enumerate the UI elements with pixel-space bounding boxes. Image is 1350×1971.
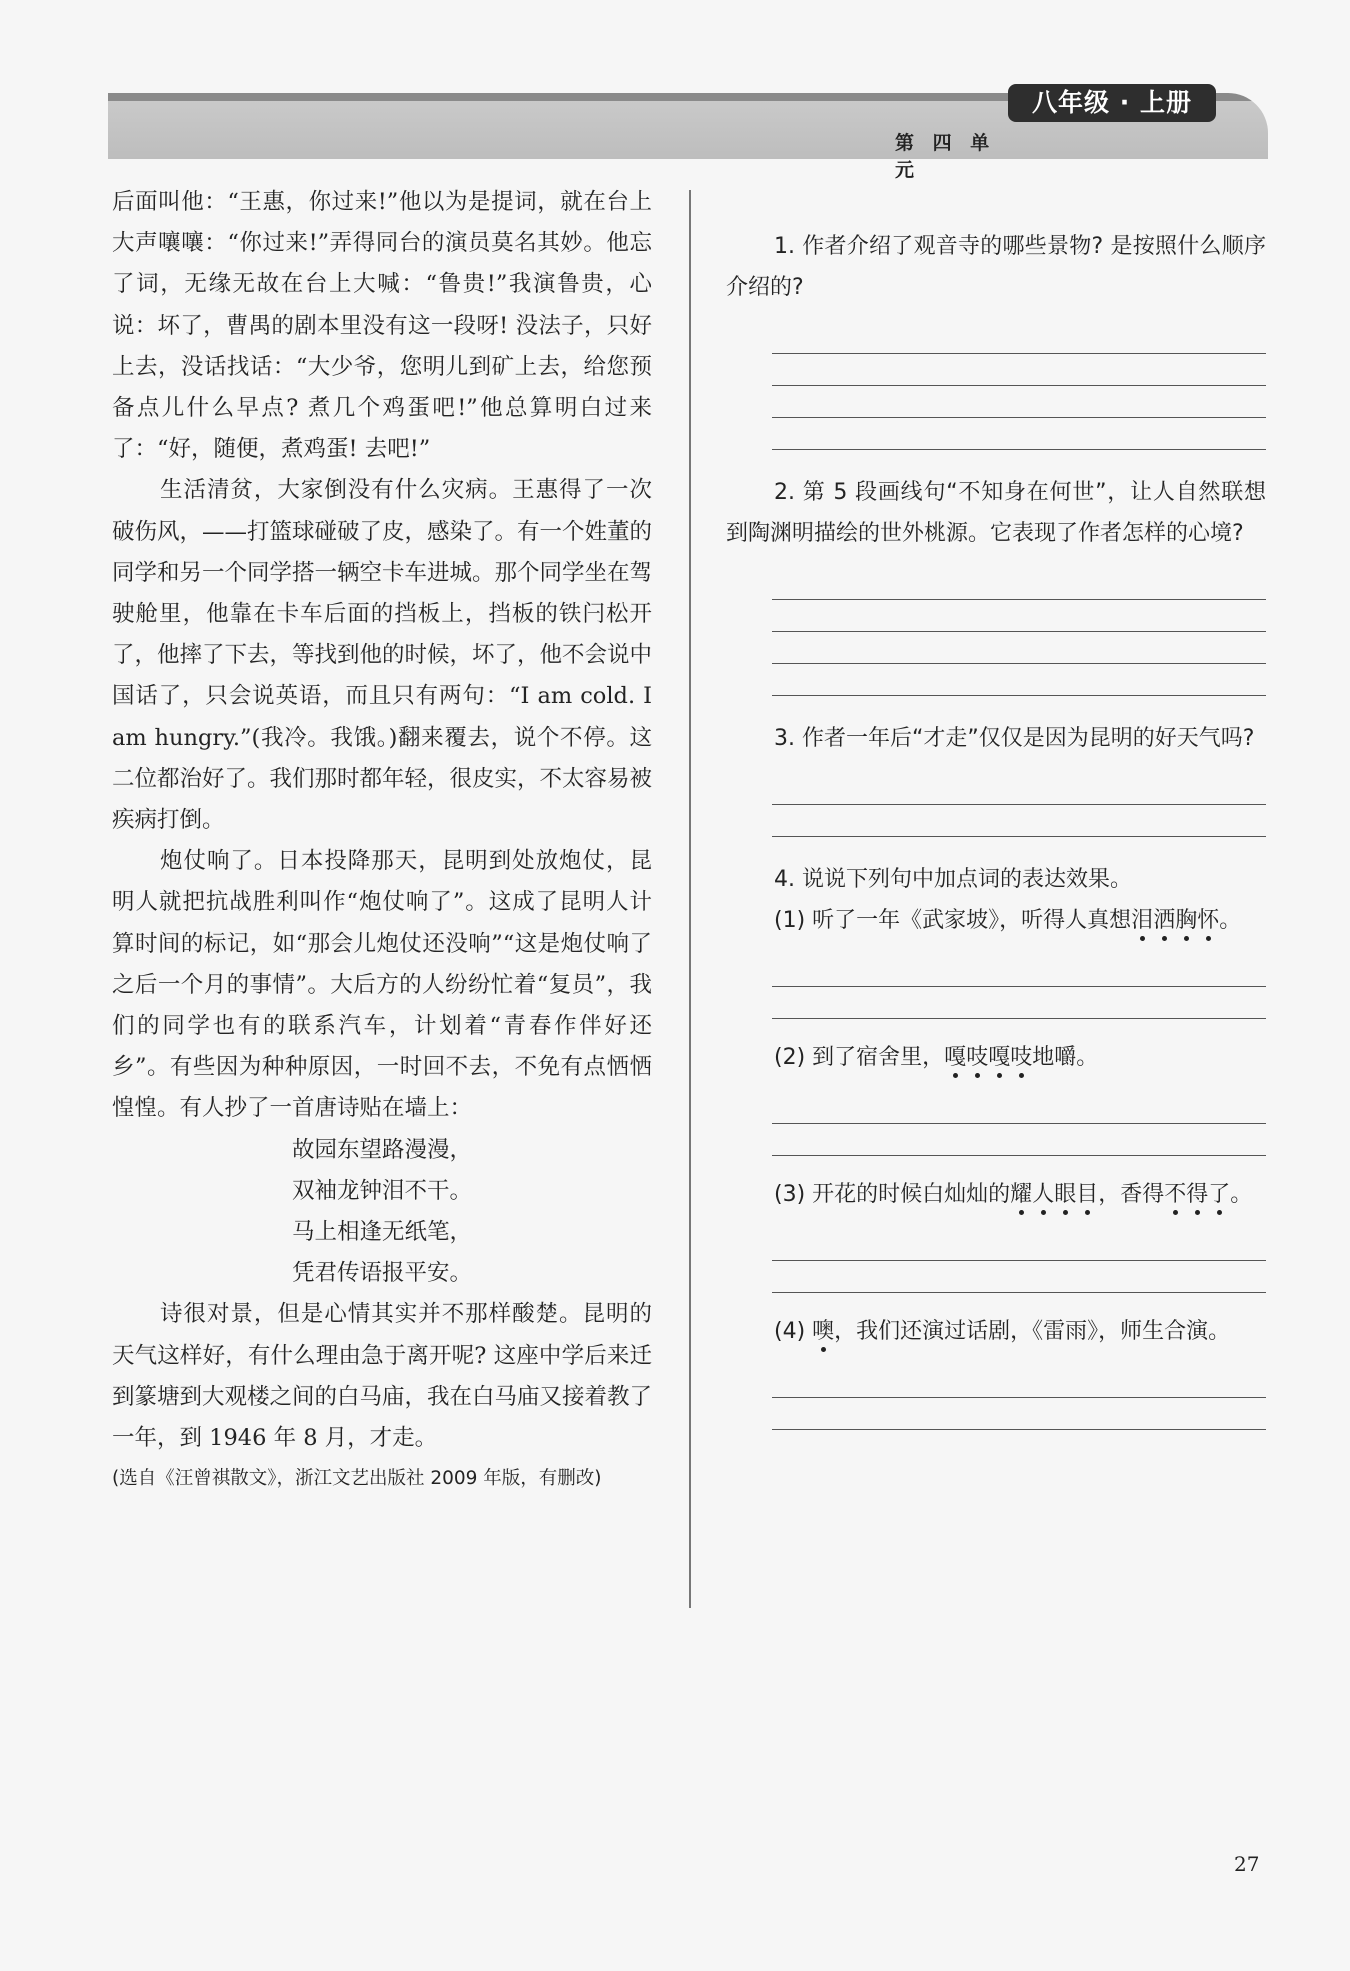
- sub-question-prefix: (2) 到了宿舍里，: [774, 1045, 945, 1070]
- answer-line[interactable]: [772, 386, 1266, 418]
- dotted-word: [1131, 908, 1219, 933]
- emphasis-dot-char: 洒: [1153, 908, 1176, 933]
- page-number: 27: [1234, 1852, 1260, 1876]
- source-citation: (选自《汪曾祺散文》，浙江文艺出版社 2009 年版，有删改): [112, 1468, 602, 1490]
- question-section: [726, 226, 1266, 1430]
- answer-lines[interactable]: [772, 955, 1266, 1019]
- sub-question-text: [726, 900, 1266, 941]
- passage-paragraph: 后面叫他：“王惠，你过来!”他以为是提词，就在台上大声嚷嚷：“你过来!”弄得同台的演员莫名其妙。他忘了词，无缘无故在台上大喊：“鲁贵!”我演鲁贵，心说：坏了，曹禺的剧本里没有这一段呀! 没法子，只好上去，没话找话：“大少爷，您明儿到矿上去，给您预备点儿什么早点? 煮几个鸡蛋吧!”他总算明白过来了：“好，随便，煮鸡蛋! 去吧!”: [112, 189, 652, 463]
- emphasis-dot-char: 吱: [966, 1045, 989, 1070]
- sub-question-text: [726, 1174, 1266, 1215]
- passage-paragraph: 炮仗响了。日本投降那天，昆明到处放炮仗，昆明人就把抗战胜利叫作“炮仗响了”。这成了昆明人计算时间的标记，如“那会儿炮仗还没响”“这是炮仗响了之后一个月的事情”。大后方的人纷纷忙着“复员”，我们的同学也有的联系汽车，计划着“青春作伴好还乡”。有些因为种种原因，一时回不去，不免有点恓恓惶惶。有人抄了一首唐诗贴在墙上：: [112, 848, 652, 1122]
- sub-question-3: [726, 1174, 1266, 1293]
- answer-lines[interactable]: [772, 1366, 1266, 1430]
- answer-line[interactable]: [772, 600, 1266, 632]
- passage-paragraph: 生活清贫，大家倒没有什么灾病。王惠得了一次破伤风，——打篮球碰破了皮，感染了。有一个姓董的同学和另一个同学搭一辆空卡车进城。那个同学坐在驾驶舱里，他靠在卡车后面的挡板上，挡板的铁闩松开了，他摔了下去，等找到他的时候，坏了，他不会说中国话了，只会说英语，而且只有两句：“I am cold. I am hungry.”(我冷。我饿。)翻来覆去，说个不停。这二位都治好了。我们那时都年轻，很皮实，不太容易被疾病打倒。: [112, 477, 653, 834]
- emphasis-dot-char: 得: [1186, 1182, 1209, 1207]
- sub-question-suffix: 地嚼。: [1032, 1045, 1099, 1070]
- answer-line[interactable]: [772, 1261, 1266, 1293]
- answer-lines[interactable]: [772, 1092, 1266, 1156]
- emphasis-dot-char: 了: [1208, 1182, 1231, 1207]
- answer-line[interactable]: [772, 664, 1266, 696]
- emphasis-dot-char: 吱: [1010, 1045, 1033, 1070]
- answer-line[interactable]: [772, 805, 1266, 837]
- answer-lines[interactable]: [772, 1229, 1266, 1293]
- answer-line[interactable]: [772, 987, 1266, 1019]
- poem-line: 双袖龙钟泪不干。: [292, 1177, 473, 1204]
- question-2: [726, 472, 1266, 696]
- poem-line: 马上相逢无纸笔，: [292, 1219, 473, 1246]
- sub-question-prefix: (4): [774, 1319, 813, 1344]
- emphasis-dot-char: 不: [1164, 1182, 1187, 1207]
- answer-line[interactable]: [772, 1398, 1266, 1430]
- answer-line[interactable]: [772, 1124, 1266, 1156]
- column-divider: [689, 190, 691, 1608]
- poem-line: 故园东望路漫漫，: [292, 1136, 473, 1163]
- answer-line[interactable]: [772, 1229, 1266, 1261]
- answer-lines[interactable]: [772, 568, 1266, 696]
- sub-question-1: [726, 900, 1266, 1019]
- emphasis-dot-char: 眼: [1054, 1182, 1077, 1207]
- question-4: [726, 859, 1266, 1430]
- emphasis-dot-char: 胸: [1175, 908, 1198, 933]
- answer-line[interactable]: [772, 568, 1266, 600]
- sub-question-middle: ，香得: [1098, 1182, 1165, 1207]
- emphasis-dot-char: 噢: [812, 1319, 835, 1344]
- emphasis-dot-char: 嘎: [944, 1045, 967, 1070]
- answer-line[interactable]: [772, 773, 1266, 805]
- answer-line[interactable]: [772, 354, 1266, 386]
- dotted-word: [812, 1319, 834, 1344]
- answer-lines[interactable]: [772, 322, 1266, 450]
- emphasis-dot-char: 泪: [1131, 908, 1154, 933]
- answer-line[interactable]: [772, 955, 1266, 987]
- answer-line[interactable]: [772, 1092, 1266, 1124]
- answer-line[interactable]: [772, 1366, 1266, 1398]
- sub-question-suffix: 。: [1230, 1182, 1253, 1207]
- question-1: [726, 226, 1266, 450]
- tang-poem: [112, 1130, 652, 1295]
- sub-question-suffix: ，我们还演过话剧，《雷雨》，师生合演。: [834, 1319, 1231, 1344]
- emphasis-dot-char: 耀: [1010, 1182, 1033, 1207]
- dotted-word: [1164, 1182, 1230, 1207]
- sub-question-suffix: 。: [1219, 908, 1242, 933]
- reading-passage: [112, 182, 652, 1499]
- emphasis-dot-char: 嘎: [988, 1045, 1011, 1070]
- dotted-word: [944, 1045, 1032, 1070]
- emphasis-dot-char: 人: [1032, 1182, 1055, 1207]
- question-text: 2. 第 5 段画线句“不知身在何世”，让人自然联想到陶渊明描绘的世外桃源。它表现了作者怎样的心境?: [726, 480, 1266, 546]
- question-text: 3. 作者一年后“才走”仅仅是因为昆明的好天气吗?: [774, 726, 1255, 751]
- answer-line[interactable]: [772, 418, 1266, 450]
- sub-question-text: [726, 1311, 1266, 1352]
- question-text: 4. 说说下列句中加点词的表达效果。: [774, 867, 1132, 892]
- answer-line[interactable]: [772, 322, 1266, 354]
- unit-label: 第 四 单 元: [895, 132, 996, 181]
- question-3: [726, 718, 1266, 837]
- sub-question-prefix: (3) 开花的时候白灿灿的: [774, 1182, 1011, 1207]
- sub-question-prefix: (1) 听了一年《武家坡》，听得人真想: [774, 908, 1132, 933]
- answer-line[interactable]: [772, 632, 1266, 664]
- passage-paragraph: 诗很对景，但是心情其实并不那样酸楚。昆明的天气这样好，有什么理由急于离开呢? 这座中学后来迁到篆塘到大观楼之间的白马庙，我在白马庙又接着教了一年，到 1946 年 8 月，才走。: [112, 1301, 653, 1452]
- question-text: 1. 作者介绍了观音寺的哪些景物? 是按照什么顺序介绍的?: [726, 234, 1266, 300]
- answer-lines[interactable]: [772, 773, 1266, 837]
- grade-label: 八年级 · 上册: [1008, 84, 1216, 122]
- poem-line: 凭君传语报平安。: [292, 1260, 473, 1287]
- emphasis-dot-char: 目: [1076, 1182, 1099, 1207]
- sub-question-4: [726, 1311, 1266, 1430]
- emphasis-dot-char: 怀: [1197, 908, 1220, 933]
- sub-question-2: [726, 1037, 1266, 1156]
- sub-question-text: [726, 1037, 1266, 1078]
- dotted-word: [1010, 1182, 1098, 1207]
